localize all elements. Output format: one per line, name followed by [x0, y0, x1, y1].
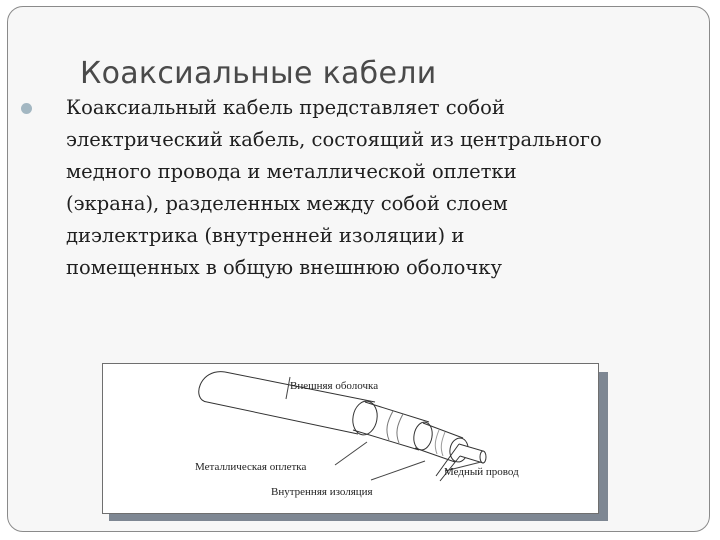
label-copper-core: Медный провод — [444, 466, 519, 478]
bullet-icon — [21, 103, 32, 114]
cable-drawing — [103, 364, 600, 515]
cable-diagram — [102, 363, 599, 514]
label-inner-insulation: Внутренняя изоляция — [271, 486, 373, 498]
bullet-line: медного провода и металлической оплетки — [66, 160, 517, 183]
slide-title: Коаксиальные кабели — [80, 56, 437, 91]
bullet-text — [66, 92, 706, 284]
bullet-line: Коаксиальный кабель представляет собой — [66, 96, 505, 119]
bullet-line: помещенных в общую внешнюю оболочку — [66, 256, 502, 279]
label-metal-braid: Металлическая оплетка — [195, 461, 307, 473]
bullet-line: (экрана), разделенных между собой слоем — [66, 192, 508, 215]
bullet-line: электрический кабель, состоящий из центрального — [66, 128, 602, 151]
label-outer-sheath: Внешняя оболочка — [290, 380, 379, 392]
bullet-line: диэлектрика (внутренней изоляции) и — [66, 224, 465, 247]
